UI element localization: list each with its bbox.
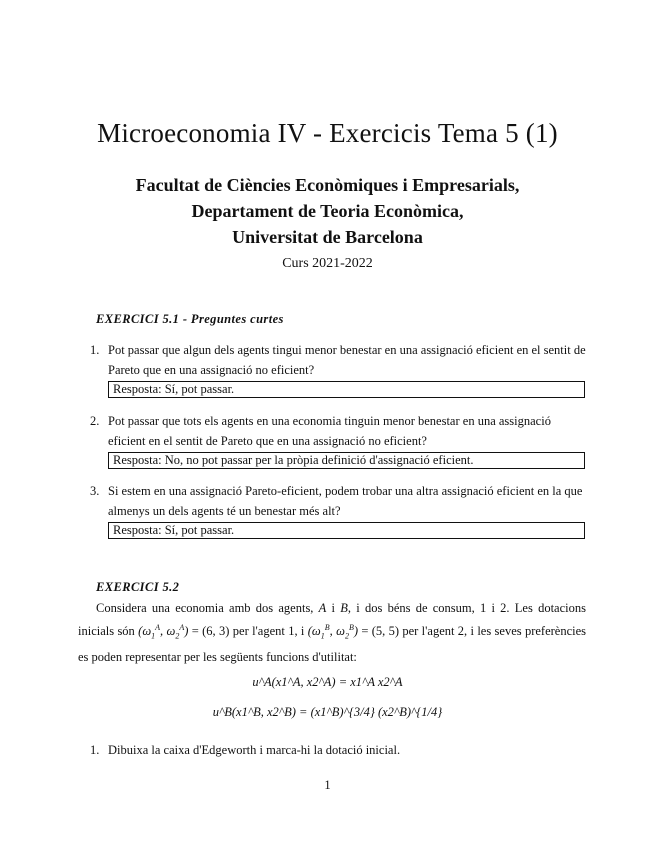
question-number: 1.	[90, 343, 100, 357]
statement-conj: i	[331, 601, 336, 615]
utility-function-a	[0, 675, 655, 690]
utility-a-formula: u^A(x1^A, x2^A) = x1^A x2^A	[252, 675, 403, 689]
question-text: Pot passar que tots els agents en una economia tinguin menor benestar en una assignació eficient en el sentit de Pareto que en una assignació no eficient?	[108, 414, 551, 448]
affiliation-department: Departament de Teoria Econòmica,	[191, 201, 464, 221]
endowment-a-symbol: ($\omega_1^A$, $\omega_2^A$)	[138, 623, 189, 641]
item-number: 1.	[90, 743, 100, 757]
course-year: Curs 2021-2022	[282, 256, 373, 271]
answer-box-3: Resposta: Sí, pot passar.	[108, 522, 585, 539]
item-text: Dibuixa la caixa d'Edgeworth i marca-hi la dotació inicial.	[108, 743, 401, 757]
question-number: 2.	[90, 414, 100, 428]
document-title: Microeconomia IV - Exercicis Tema 5 (1)	[97, 118, 558, 148]
answer-box-2: Resposta: No, no pot passar per la pròpia definició d'assignació eficient.	[108, 452, 585, 469]
answer-box-1: Resposta: Sí, pot passar.	[108, 381, 585, 398]
exercise-5-2-statement	[78, 598, 586, 667]
exercise-5-2-item-1	[90, 740, 590, 760]
statement-part-4: per l'agent 2, i les seves preferències es poden representar per les següents funcions d'utilitat:	[78, 624, 587, 664]
question-text: Pot passar que algun dels agents tingui menor benestar en una assignació eficient en el sentit de Pareto que en una assignació no eficient?	[108, 343, 586, 377]
exercise-5-2-heading: EXERCICI 5.2	[96, 580, 180, 594]
question-3	[90, 481, 590, 521]
question-text: Si estem en una assignació Pareto-eficient, podem trobar una altra assignació eficient en la que almenys un dels agents té un benestar més alt?	[108, 484, 583, 518]
page-number: 1	[324, 778, 331, 792]
endowment-b-value: = (5, 5)	[361, 624, 400, 639]
affiliation-faculty: Facultat de Ciències Econòmiques i Empresarials,	[135, 175, 520, 195]
question-1	[90, 340, 590, 380]
utility-b-formula: u^B(x1^B, x2^B) = (x1^B)^{3/4} (x2^B)^{1/4}	[212, 705, 443, 719]
question-number: 3.	[90, 484, 100, 498]
question-2	[90, 411, 590, 451]
statement-part-2: , i dos béns de consum, 1 i 2. Les dotacions inicials són	[78, 601, 586, 639]
utility-function-b	[0, 705, 655, 720]
agent-a-symbol: A	[318, 601, 327, 615]
exercise-5-1-heading: EXERCICI 5.1 - Preguntes curtes	[96, 312, 284, 326]
agent-b-symbol: B	[340, 601, 348, 615]
affiliation	[0, 172, 655, 250]
endowment-b-symbol: ($\omega_1^B$, $\omega_2^B$)	[307, 623, 358, 641]
statement-part-3: per l'agent 1, i	[232, 624, 305, 639]
endowment-a-value: = (6, 3)	[191, 624, 230, 639]
statement-part-1: Considera una economia amb dos agents,	[96, 601, 314, 615]
affiliation-university: Universitat de Barcelona	[232, 227, 423, 247]
